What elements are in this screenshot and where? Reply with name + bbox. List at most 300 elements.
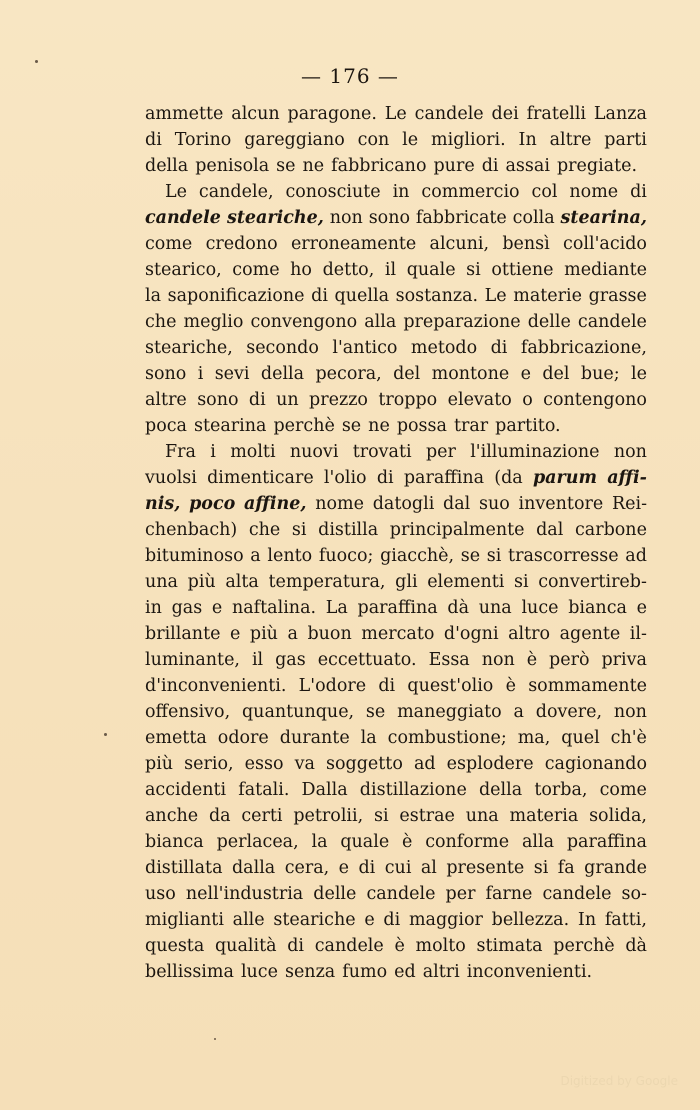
word: da <box>208 806 231 826</box>
word: si <box>466 260 481 280</box>
word: Rei- <box>611 494 647 514</box>
word: maneggiato <box>397 702 502 722</box>
word: i <box>210 442 216 462</box>
word: perlacea, <box>216 832 299 852</box>
word: convengono <box>250 312 358 332</box>
word: gas <box>275 650 306 670</box>
word: luce <box>521 598 559 618</box>
word: farne <box>485 884 533 904</box>
word: il <box>384 260 397 280</box>
word: se <box>341 416 362 436</box>
body-text <box>145 101 647 985</box>
word: inventore <box>518 494 604 514</box>
text-line <box>145 907 647 933</box>
word: dal <box>536 520 564 540</box>
text-line <box>145 335 647 361</box>
word: possa <box>396 416 447 436</box>
word: certi <box>241 806 283 826</box>
word: maggior <box>408 910 483 930</box>
word: prezzo <box>309 390 368 410</box>
word: contengono <box>543 390 647 410</box>
word: bensì <box>502 234 550 254</box>
word: sono <box>368 208 411 228</box>
word: e <box>520 364 531 384</box>
word: presente <box>446 858 525 878</box>
word: torba, <box>534 780 588 800</box>
word: fatti, <box>604 910 647 930</box>
word: in <box>145 598 162 618</box>
word: si <box>291 520 307 540</box>
word: a <box>250 546 261 566</box>
word: Le <box>165 182 187 202</box>
word: fumo <box>342 962 388 982</box>
word: gareggiano <box>244 130 345 150</box>
word: quale <box>406 260 456 280</box>
text-line <box>145 829 647 855</box>
word: solida, <box>589 806 647 826</box>
word: grasse <box>588 286 647 306</box>
word: ch'è <box>610 728 647 748</box>
word: di <box>383 910 401 930</box>
word: come <box>599 780 647 800</box>
word: distilla <box>318 520 379 540</box>
word: una <box>465 806 499 826</box>
word: fabbricano <box>331 156 427 176</box>
word: assai <box>505 156 550 176</box>
word: saponificazione <box>167 286 305 306</box>
word: col <box>531 182 558 202</box>
margin-speck <box>214 1038 216 1040</box>
word: perchè <box>553 936 615 956</box>
word: va <box>294 754 315 774</box>
word: in <box>392 182 410 202</box>
word: quella <box>334 286 390 306</box>
text-line <box>145 361 647 387</box>
word: miglianti <box>145 910 224 930</box>
word: un <box>276 390 299 410</box>
text-line <box>145 673 647 699</box>
word: sommamente <box>528 676 647 696</box>
word: e <box>636 598 647 618</box>
word: offensivo, <box>145 702 231 722</box>
word: si <box>486 546 502 566</box>
word: le <box>402 130 419 150</box>
word: ne <box>368 416 390 436</box>
word: luminante, <box>145 650 240 670</box>
word: principalmente <box>389 520 525 540</box>
word: sostanza. <box>395 286 479 306</box>
word: fabbricate <box>415 208 507 228</box>
word: cera, <box>284 858 330 878</box>
word: paraffina <box>403 468 485 488</box>
word: di <box>248 390 266 410</box>
word: parti <box>604 130 647 150</box>
word: quantunque, <box>241 702 355 722</box>
word: poca <box>145 416 187 436</box>
text-line <box>145 127 647 153</box>
word: se <box>365 702 386 722</box>
word: e <box>364 910 375 930</box>
word: conosciute <box>285 182 381 202</box>
word: carbone <box>574 520 647 540</box>
word: datogli <box>372 494 435 514</box>
word: esso <box>244 754 284 774</box>
italic-term: poco <box>189 494 236 514</box>
word: le <box>630 364 647 384</box>
word: preparazione <box>403 312 521 332</box>
text-line <box>145 855 647 881</box>
word: bellissima <box>145 962 234 982</box>
word: ne <box>302 156 325 176</box>
word: alle <box>232 910 265 930</box>
word: metodo <box>410 338 478 358</box>
word: lento <box>267 546 313 566</box>
word: soggetto <box>325 754 403 774</box>
word: qualità <box>214 936 277 956</box>
word: se <box>460 546 481 566</box>
word: quale <box>340 832 390 852</box>
word: steariche <box>273 910 356 930</box>
word: ma, <box>517 728 551 748</box>
text-line <box>145 257 647 283</box>
word: di <box>490 338 508 358</box>
text-line <box>145 751 647 777</box>
word: mediante <box>564 260 647 280</box>
word: altro <box>508 624 551 644</box>
italic-term: stearina, <box>560 208 647 228</box>
word: ottiene <box>491 260 554 280</box>
word: è <box>505 676 516 696</box>
word: priva <box>601 650 647 670</box>
word: montone <box>431 364 510 384</box>
word: fabbricazione, <box>520 338 647 358</box>
word: non <box>613 702 647 722</box>
text-line <box>145 439 647 465</box>
word: molti <box>230 442 276 462</box>
text-line <box>145 491 647 517</box>
word: cui <box>384 858 412 878</box>
word: Fra <box>165 442 196 462</box>
word: della <box>145 156 189 176</box>
text-line <box>145 543 647 569</box>
word: pure <box>433 156 475 176</box>
text-line <box>145 153 647 179</box>
word: al <box>420 858 437 878</box>
text-line <box>145 309 647 335</box>
word: chenbach) <box>145 520 238 540</box>
word: è <box>394 936 405 956</box>
word: il <box>251 650 264 670</box>
word: più <box>145 754 174 774</box>
italic-term: candele steariche, <box>145 208 324 228</box>
word: perchè <box>273 416 335 436</box>
word: questa <box>145 936 205 956</box>
word: trascorresse <box>508 546 619 566</box>
word: di <box>378 676 396 696</box>
word: alta <box>225 572 259 592</box>
word: eccettuato. <box>317 650 417 670</box>
word: delle <box>313 884 357 904</box>
word: esplodere <box>446 754 534 774</box>
word: sono <box>145 364 187 384</box>
word: petrolii, <box>293 806 364 826</box>
page-number: — 176 — <box>301 64 399 88</box>
word: di <box>630 182 647 202</box>
word: molto <box>415 936 466 956</box>
word: distillata <box>145 858 223 878</box>
word: di <box>311 286 328 306</box>
text-line <box>145 205 647 231</box>
word: ammette <box>145 104 224 124</box>
word: quel <box>561 728 600 748</box>
word: Le <box>384 104 407 124</box>
word: pregiate. <box>556 156 638 176</box>
text-line <box>145 231 647 257</box>
word: e <box>229 624 241 644</box>
word: l'illuminazione <box>470 442 600 462</box>
word: In <box>577 910 597 930</box>
word: conforme <box>425 832 510 852</box>
word: trovati <box>352 442 412 462</box>
word: elementi <box>427 572 505 592</box>
word: credono <box>205 234 278 254</box>
digitization-watermark: Digitized by Google <box>560 1074 678 1088</box>
text-line <box>145 647 647 673</box>
word: candele <box>366 884 436 904</box>
word: la <box>360 728 377 748</box>
word: più <box>187 572 216 592</box>
word: delle <box>527 312 571 332</box>
word: nell'industria <box>185 884 304 904</box>
word: La <box>325 598 348 618</box>
text-line <box>145 699 647 725</box>
text-line <box>145 517 647 543</box>
word: stearico, <box>145 260 222 280</box>
word: di <box>481 156 499 176</box>
word: fa <box>557 858 575 878</box>
word: del <box>393 364 421 384</box>
word: non <box>481 650 515 670</box>
word: penisola <box>195 156 270 176</box>
word: Dalla <box>301 780 348 800</box>
word: suo <box>479 494 510 514</box>
text-line <box>145 101 647 127</box>
word: si <box>373 806 389 826</box>
text-line <box>145 465 647 491</box>
word: candele, <box>198 182 274 202</box>
word: distillazione <box>359 780 467 800</box>
word: dà <box>447 598 470 618</box>
word: altri <box>422 962 460 982</box>
word: il- <box>629 624 647 644</box>
word: troppo <box>378 390 438 410</box>
word: e <box>338 858 350 878</box>
word: sono <box>197 390 239 410</box>
word: a <box>513 702 524 722</box>
text-line <box>145 777 647 803</box>
word: vuolsi <box>145 468 197 488</box>
word: so- <box>621 884 647 904</box>
text-line <box>145 881 647 907</box>
word: L'odore <box>298 676 367 696</box>
word: dovere, <box>535 702 603 722</box>
word: pecora, <box>315 364 382 384</box>
word: fatali. <box>238 780 290 800</box>
word: bianca <box>145 832 204 852</box>
word: grande <box>584 858 647 878</box>
word: detto, <box>322 260 375 280</box>
word: inconvenienti. <box>466 962 593 982</box>
word: dimenticare <box>207 468 314 488</box>
word: di <box>358 858 376 878</box>
word: materie <box>513 286 582 306</box>
word: per <box>445 884 476 904</box>
word: fuoco; <box>318 546 374 566</box>
word: alla <box>521 832 554 852</box>
word: ad <box>413 754 436 774</box>
text-line <box>145 959 647 985</box>
word: Torino <box>174 130 232 150</box>
word: cagionando <box>544 754 647 774</box>
word: si <box>533 858 549 878</box>
word: candele <box>577 312 647 332</box>
italic-term: parum <box>532 468 597 488</box>
word: erroneamente <box>290 234 417 254</box>
word: la <box>311 832 328 852</box>
word: o <box>522 390 533 410</box>
margin-speck <box>104 733 107 736</box>
word: alcuni, <box>429 234 490 254</box>
text-line <box>145 387 647 413</box>
text-line <box>145 933 647 959</box>
word: nome <box>315 494 364 514</box>
word: altre <box>549 130 592 150</box>
word: del <box>542 364 570 384</box>
word: giacchè, <box>380 546 455 566</box>
word: è <box>526 650 538 670</box>
word: secondo <box>246 338 319 358</box>
word: candele <box>414 104 484 124</box>
word: anche <box>145 806 199 826</box>
word: materia <box>509 806 579 826</box>
word: partito. <box>495 416 561 436</box>
word: a <box>287 624 298 644</box>
text-line <box>145 595 647 621</box>
word: non <box>329 208 363 228</box>
word: candele <box>542 884 612 904</box>
word: con <box>357 130 390 150</box>
word: dà <box>625 936 647 956</box>
word: combustione; <box>387 728 507 748</box>
word: senza <box>284 962 336 982</box>
word: ad <box>625 546 647 566</box>
word: ed <box>394 962 416 982</box>
text-line <box>145 725 647 751</box>
word: di <box>287 936 305 956</box>
word: l'olio <box>323 468 367 488</box>
italic-term: affi- <box>607 468 647 488</box>
word: è <box>402 832 413 852</box>
word: migliori. <box>431 130 506 150</box>
word: bianca <box>568 598 627 618</box>
word: però <box>549 650 590 670</box>
word: paraffina <box>566 832 647 852</box>
word: elevato <box>447 390 512 410</box>
word: come <box>145 234 193 254</box>
word: bellezza. <box>491 910 570 930</box>
text-line <box>145 413 647 439</box>
word: e <box>211 598 223 618</box>
word: se <box>276 156 296 176</box>
word: temperatura, <box>268 572 386 592</box>
word: candele <box>314 936 384 956</box>
word: (da <box>494 468 523 488</box>
word: bituminoso <box>145 546 244 566</box>
text-line <box>145 621 647 647</box>
word: paragone. <box>287 104 377 124</box>
word: Le <box>484 286 507 306</box>
word: si <box>514 572 529 592</box>
text-line <box>145 179 647 205</box>
word: più <box>249 624 278 644</box>
word: coll'acido <box>563 234 647 254</box>
text-line <box>145 803 647 829</box>
word: emetta <box>145 728 207 748</box>
word: accidenti <box>145 780 227 800</box>
word: nuovi <box>289 442 339 462</box>
word: naftalina. <box>231 598 317 618</box>
word: odore <box>217 728 269 748</box>
word: ho <box>290 260 312 280</box>
word: di <box>376 468 394 488</box>
word: una <box>145 572 178 592</box>
word: dal <box>443 494 471 514</box>
word: la <box>145 286 162 306</box>
word: gas <box>171 598 203 618</box>
word: paraffina <box>357 598 438 618</box>
word: d'inconvenienti. <box>145 676 287 696</box>
word: In <box>518 130 537 150</box>
word: non <box>613 442 647 462</box>
word: che <box>248 520 281 540</box>
word: brillante <box>145 624 221 644</box>
word: quest'olio <box>407 676 494 696</box>
word: alcun <box>231 104 280 124</box>
word: una <box>478 598 512 618</box>
word: per <box>425 442 456 462</box>
word: di <box>145 130 162 150</box>
italic-term: affine, <box>244 494 307 514</box>
word: uso <box>145 884 176 904</box>
word: agente <box>559 624 621 644</box>
word: nome <box>569 182 619 202</box>
margin-speck <box>35 60 38 63</box>
word: Lanza <box>593 104 647 124</box>
word: luce <box>240 962 278 982</box>
word: convertireb- <box>538 572 647 592</box>
word: steariche, <box>145 338 233 358</box>
word: stimata <box>476 936 543 956</box>
word: i <box>197 364 204 384</box>
text-line <box>145 569 647 595</box>
word: dalla <box>231 858 276 878</box>
word: dei <box>491 104 519 124</box>
word: trar <box>453 416 489 436</box>
word: gli <box>395 572 418 592</box>
word: come <box>232 260 280 280</box>
word: commercio <box>421 182 520 202</box>
word: della <box>260 364 305 384</box>
